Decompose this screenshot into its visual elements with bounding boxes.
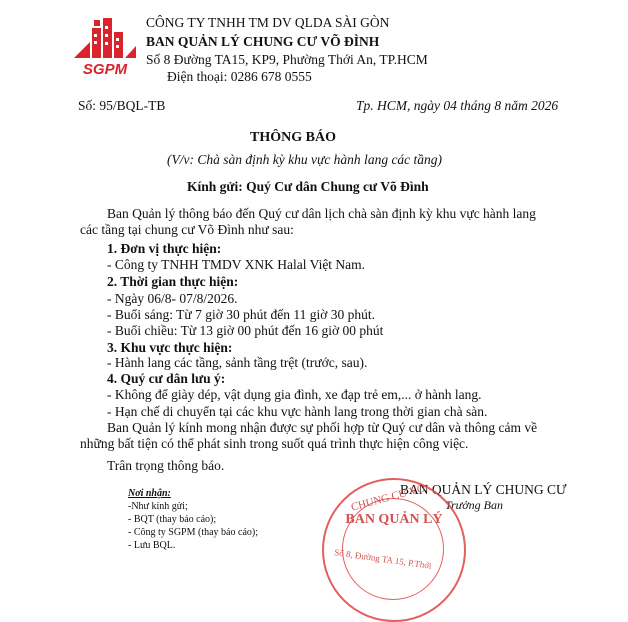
svg-text:SGPM: SGPM — [82, 61, 128, 78]
recipient-item: - BQT (thay báo cáo); — [128, 514, 217, 525]
seal-stamp — [322, 478, 466, 622]
section-line: - Hạn chế di chuyển tại các khu vực hành lang trong thời gian chà sàn. — [107, 404, 488, 419]
section-heading: 2. Thời gian thực hiện: — [107, 274, 239, 289]
section-line: - Buổi sáng: Từ 7 giờ 30 phút đến 11 giờ 30 phút. — [107, 307, 375, 322]
section-line: - Buổi chiều: Từ 13 giờ 00 phút đến 16 giờ 00 phút — [107, 323, 384, 338]
phone: Điện thoại: 0286 678 0555 — [167, 69, 312, 84]
doc-title: THÔNG BÁO — [250, 130, 336, 145]
sgpm-logo — [70, 14, 140, 78]
signature-role: Trưởng Ban — [445, 498, 503, 512]
section-heading: 4. Quý cư dân lưu ý: — [107, 371, 226, 386]
doc-date: Tp. HCM, ngày 04 tháng 8 năm 2026 — [356, 98, 559, 113]
seal-bottom-text: Số 8, Đường TA 15, P.Thới — [333, 547, 433, 571]
closing-line-2: những bất tiện có thể phát sinh trong suốt quá trình thực hiện công việc. — [80, 436, 469, 451]
section-line: - Ngày 06/8- 07/8/2026. — [107, 291, 238, 306]
recipient-item: - Công ty SGPM (thay báo cáo); — [128, 527, 258, 538]
address: Số 8 Đường TA15, KP9, Phường Thới An, TP.HCM — [146, 52, 428, 67]
recipients-heading: Nơi nhận: — [128, 488, 171, 499]
seal-mid-text: BAN QUẢN LÝ — [345, 512, 443, 527]
doc-subject: (V/v: Chà sàn định kỳ khu vực hành lang các tầng) — [167, 152, 443, 167]
seal-top-text: CHUNG CƯ VÕ — [349, 482, 427, 514]
greeting: Kính gửi: Quý Cư dân Chung cư Võ Đình — [187, 179, 429, 194]
intro-line-1: Ban Quản lý thông báo đến Quý cư dân lịch chà sàn định kỳ khu vực hành lang — [107, 206, 536, 221]
section-line: - Không để giày dép, vật dụng gia đình, xe đạp trẻ em,... ở hành lang. — [107, 387, 482, 402]
recipient-item: -Như kính gửi; — [128, 501, 188, 512]
company-name: CÔNG TY TNHH TM DV QLDA SÀI GÒN — [146, 15, 390, 30]
section-heading: 1. Đơn vị thực hiện: — [107, 241, 222, 256]
section-line: - Hành lang các tầng, sảnh tầng trệt (trước, sau). — [107, 355, 368, 370]
section-heading: 3. Khu vực thực hiện: — [107, 340, 233, 355]
board-name: BAN QUẢN LÝ CHUNG CƯ VÕ ĐÌNH — [146, 34, 380, 49]
section-line: - Công ty TNHH TMDV XNK Halal Việt Nam. — [107, 257, 366, 272]
signature-org: BAN QUẢN LÝ CHUNG CƯ — [400, 482, 567, 497]
regards: Trân trọng thông báo. — [107, 458, 225, 473]
intro-line-2: các tầng tại chung cư Võ Đình như sau: — [80, 222, 294, 237]
doc-number: Số: 95/BQL-TB — [78, 98, 166, 113]
closing-line-1: Ban Quản lý kính mong nhận được sự phối hợp từ Quý cư dân và thông cảm về — [107, 420, 538, 435]
recipient-item: - Lưu BQL. — [128, 540, 176, 551]
